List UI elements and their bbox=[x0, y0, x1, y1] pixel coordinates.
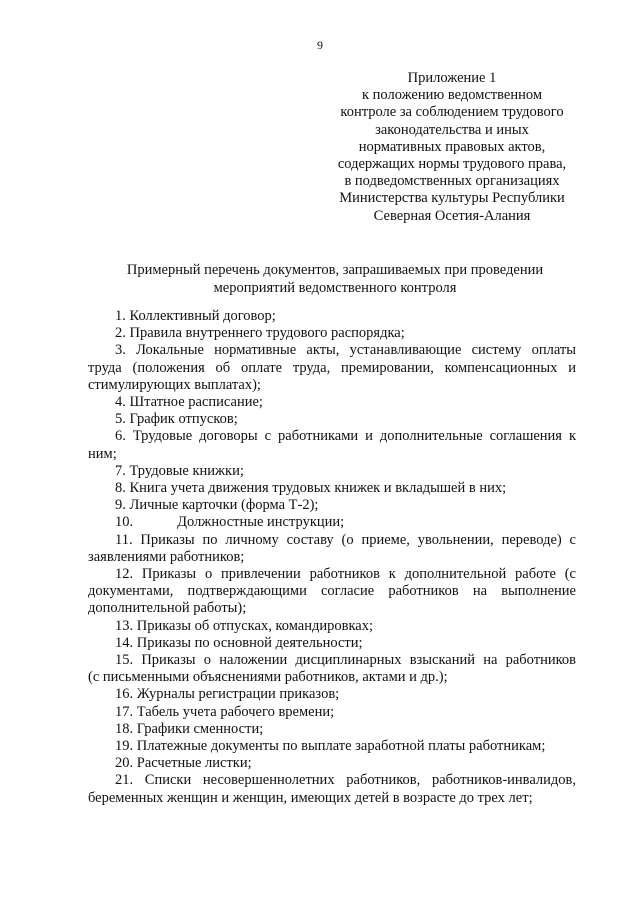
list-item-line: труда (положения об оплате труда, премировании, компенсационных и bbox=[88, 359, 576, 376]
list-item-line: 14. Приказы по основной деятельности; bbox=[115, 634, 363, 651]
list-item-line: 8. Книга учета движения трудовых книжек и вкладышей в них; bbox=[115, 480, 507, 497]
list-item bbox=[88, 566, 576, 618]
list-item-line: ним; bbox=[88, 445, 117, 462]
appendix-line: в подведомственных организациях bbox=[344, 173, 560, 190]
list-item-line: 11. Приказы по личному составу (о приеме, увольнении, переводе) с bbox=[115, 531, 576, 548]
appendix-line: Министерства культуры Республики bbox=[339, 190, 565, 207]
appendix-line: Северная Осетия-Алания bbox=[373, 207, 531, 224]
title-line: Примерный перечень документов, запрашиваемых при проведении bbox=[126, 262, 544, 278]
list-item bbox=[88, 618, 576, 635]
list-item-line: 20. Расчетные листки; bbox=[115, 755, 252, 772]
list-item bbox=[88, 428, 576, 462]
list-item-line: документами, подтверждающими согласие работников на выполнение bbox=[88, 583, 576, 600]
list-item-line: 5. График отпусков; bbox=[115, 411, 238, 428]
list-item-line: беременных женщин и женщин, имеющих детей в возрасте до трех лет; bbox=[88, 789, 533, 806]
list-item-number: 10. bbox=[115, 514, 134, 531]
list-item bbox=[88, 394, 576, 411]
list-item-line: дополнительной работы); bbox=[88, 600, 247, 617]
list-item-line bbox=[88, 514, 576, 531]
list-item-line: 13. Приказы об отпусках, командировках; bbox=[115, 617, 374, 634]
list-item bbox=[88, 514, 576, 531]
list-item bbox=[88, 772, 576, 806]
list-item-line: 6. Трудовые договоры с работниками и дополнительные соглашения к bbox=[115, 428, 576, 445]
list-item bbox=[88, 721, 576, 738]
list-item bbox=[88, 652, 576, 686]
appendix-line: законодательства и иных bbox=[375, 121, 529, 138]
list-item-line: 1. Коллективный договор; bbox=[115, 308, 276, 324]
title-line: мероприятий ведомственного контроля bbox=[213, 279, 457, 296]
list-item-line: заявлениями работников; bbox=[88, 548, 245, 565]
appendix-line: содержащих нормы трудового права, bbox=[337, 156, 567, 173]
document-list bbox=[88, 308, 576, 807]
list-item-text: Должностные инструкции; bbox=[177, 514, 345, 531]
list-item bbox=[88, 308, 576, 325]
list-item bbox=[88, 497, 576, 514]
page-number: 9 bbox=[317, 38, 323, 52]
list-item bbox=[88, 704, 576, 721]
list-item-line: 15. Приказы о наложении дисциплинарных взысканий на работников bbox=[115, 652, 576, 669]
list-item bbox=[88, 411, 576, 428]
list-item-line: 19. Платежные документы по выплате заработной платы работникам; bbox=[115, 738, 546, 755]
list-item bbox=[88, 686, 576, 703]
list-item-line: 17. Табель учета рабочего времени; bbox=[115, 703, 335, 720]
list-item-line: 2. Правила внутреннего трудового распорядка; bbox=[115, 325, 405, 342]
appendix-line: Приложение 1 bbox=[407, 70, 497, 86]
list-item-line: стимулирующих выплатах); bbox=[88, 376, 261, 393]
list-item bbox=[88, 342, 576, 394]
list-item-line: 7. Трудовые книжки; bbox=[115, 462, 244, 479]
document-title bbox=[90, 262, 580, 297]
appendix-line: контроле за соблюдением трудового bbox=[340, 104, 564, 121]
list-item bbox=[88, 532, 576, 566]
list-item-line: 18. Графики сменности; bbox=[115, 720, 264, 737]
list-item-line: 4. Штатное расписание; bbox=[115, 394, 263, 411]
appendix-heading bbox=[322, 70, 582, 225]
list-item-line: 12. Приказы о привлечении работников к дополнительной работе (с bbox=[115, 566, 576, 583]
list-item bbox=[88, 480, 576, 497]
list-item-line: (с письменными объяснениями работников, актами и др.); bbox=[88, 669, 448, 686]
appendix-line: к положению ведомственном bbox=[361, 87, 543, 104]
list-item bbox=[88, 738, 576, 755]
list-item-line: 9. Личные карточки (форма Т-2); bbox=[115, 497, 319, 514]
list-item bbox=[88, 755, 576, 772]
list-item-line: 16. Журналы регистрации приказов; bbox=[115, 686, 340, 703]
list-item bbox=[88, 325, 576, 342]
list-item-line: 3. Локальные нормативные акты, устанавливающие систему оплаты bbox=[115, 342, 576, 359]
list-item bbox=[88, 463, 576, 480]
appendix-line: нормативных правовых актов, bbox=[358, 138, 546, 155]
list-item-line: 21. Списки несовершеннолетних работников, работников-инвалидов, bbox=[115, 772, 576, 789]
list-item bbox=[88, 635, 576, 652]
